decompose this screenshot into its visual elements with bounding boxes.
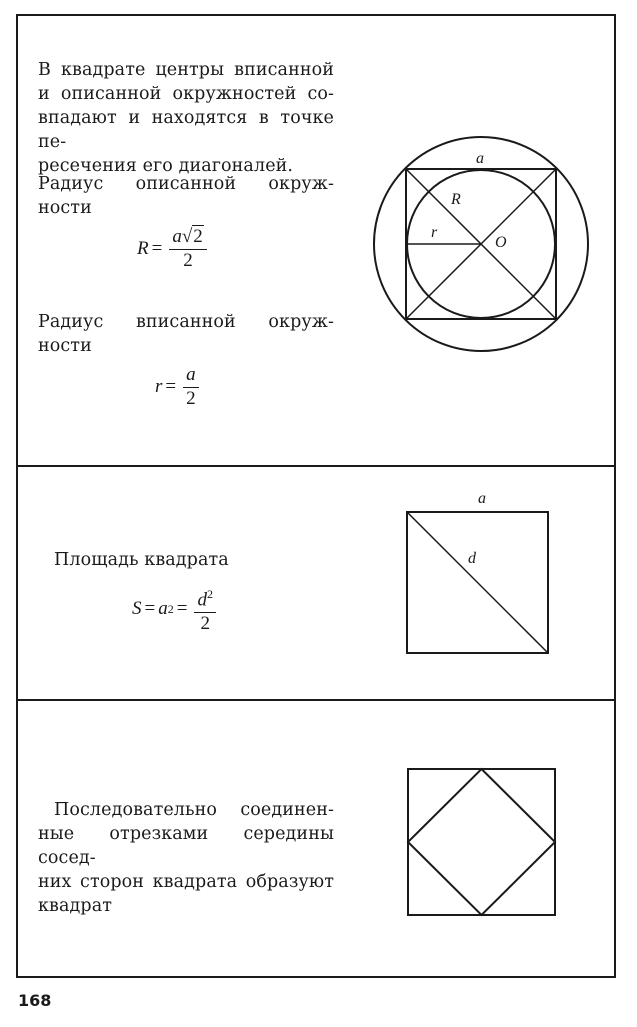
fraction-denominator: 2	[200, 613, 210, 635]
text-line: Радиус вписанной окруж-	[38, 312, 334, 332]
formula-equals: =	[176, 598, 188, 620]
formula-equals: =	[151, 238, 163, 259]
numerator-a: a	[172, 226, 182, 247]
formula-lhs: r	[155, 376, 163, 397]
fraction-numerator: a	[183, 364, 199, 388]
page-number: 168	[18, 991, 52, 1010]
text-line: ресечения его диагоналей.	[38, 156, 294, 176]
area-label: Площадь квадрата	[54, 550, 229, 570]
text-line: Радиус описанной окруж-	[38, 174, 334, 194]
diagonal-label: d	[468, 550, 476, 567]
exponent: 2	[206, 587, 213, 601]
text-line: впадают и находятся в точке пе-	[38, 108, 334, 152]
text-line: ности	[38, 336, 92, 356]
side-label: a	[476, 150, 484, 167]
inradius-label: r	[431, 224, 438, 241]
formula-equals: =	[165, 376, 177, 397]
outer-square	[408, 769, 555, 915]
text-line: квадрат	[38, 896, 113, 916]
text-line: и описанной окружностей со-	[38, 84, 334, 104]
fraction-denominator: 2	[183, 250, 193, 271]
inner-square	[408, 769, 555, 915]
numerator-d: d	[197, 589, 207, 611]
side-label: a	[478, 490, 486, 507]
text-line: них сторон квадрата образуют	[38, 872, 334, 892]
radicand: 2	[193, 226, 203, 247]
formula-equals: =	[144, 598, 156, 620]
formula-lhs: R	[137, 238, 149, 259]
text-line: В квадрате центры вписанной	[38, 60, 334, 80]
text-line: ности	[38, 198, 92, 218]
text-line: ные отрезками середины сосед-	[38, 824, 334, 868]
formula-lhs: S	[132, 598, 142, 620]
circumradius-label: R	[451, 191, 461, 208]
text-line: Последовательно соединен-	[54, 800, 334, 820]
exponent: 2	[167, 601, 174, 616]
root-sign: √	[181, 226, 193, 247]
center-label: O	[495, 234, 507, 251]
fraction-denominator: 2	[186, 388, 196, 409]
formula-a: a	[158, 598, 168, 620]
